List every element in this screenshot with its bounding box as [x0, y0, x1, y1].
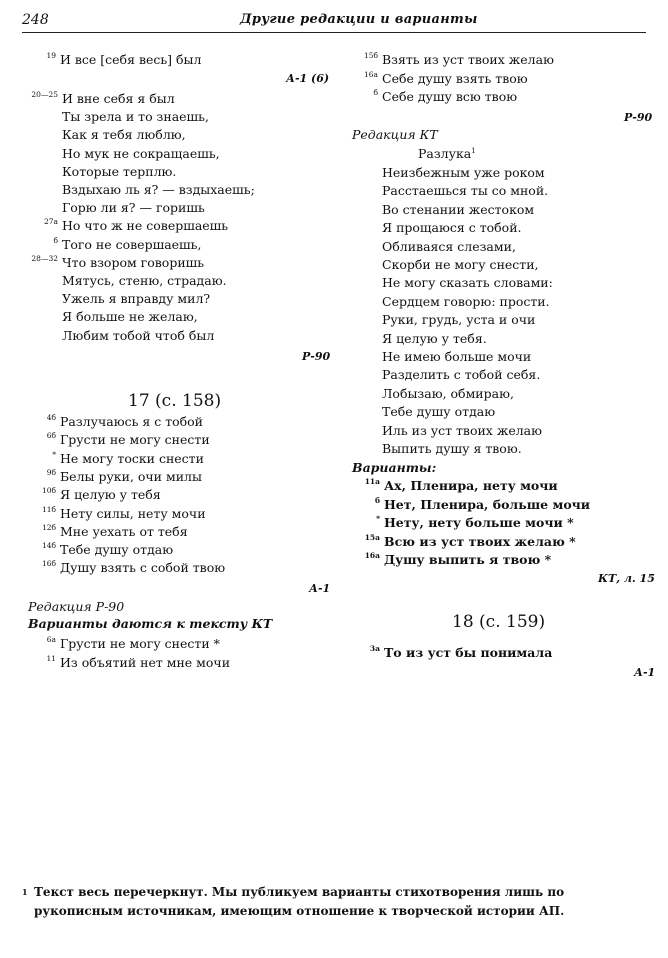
line-number: 9б	[46, 467, 56, 477]
source-siglum: А-1	[309, 582, 331, 595]
verse-line: Расстаешься ты со мной.	[382, 183, 549, 199]
line-text: Себе душу всю твою	[382, 89, 518, 105]
line-text: Горю ли я? — горишь	[62, 200, 205, 216]
line-number: 15б	[363, 51, 378, 60]
verse-line	[46, 653, 231, 671]
line-number: 15а	[364, 532, 380, 542]
verse-line	[62, 273, 227, 289]
line-number: 16а	[364, 551, 380, 561]
verse-line	[363, 51, 554, 68]
verse-line	[41, 541, 174, 558]
verse-line: Не имею больше мочи	[382, 349, 532, 364]
footnote	[22, 883, 646, 921]
line-text: И вне себя я был	[62, 91, 175, 106]
verse-line	[52, 449, 204, 467]
verse-line: Я прощаюся с тобой.	[382, 220, 522, 236]
verse-line: Тебе душу отдаю	[382, 404, 496, 420]
line-text: Грусти не могу снести *	[60, 636, 220, 651]
line-text: Я больше не желаю,	[62, 309, 198, 325]
line-number: б	[53, 235, 58, 245]
section-title-17: 17 (с. 158)	[128, 391, 222, 411]
line-text: Взять из уст твоих желаю	[382, 52, 554, 67]
line-number: 6б	[46, 431, 56, 441]
verse-line: Сердцем говорю: прости.	[382, 293, 550, 309]
line-text: Ужель я вправду мил?	[62, 291, 211, 307]
verse-line: Иль из уст твоих желаю	[382, 422, 542, 438]
line-number: б	[373, 88, 378, 98]
line-number: 6а	[46, 635, 56, 644]
line-number: 12б	[41, 522, 56, 532]
source-siglum: КТ, л. 15	[598, 572, 655, 585]
line-number: 3а	[369, 644, 380, 653]
variants-note: Варианты даются к тексту КТ	[28, 616, 273, 631]
verse-line	[31, 253, 205, 271]
line-text: Мятусь, стеню, страдаю.	[62, 273, 227, 288]
verse-line	[373, 88, 518, 105]
verse-line	[41, 522, 188, 540]
line-text: Всю из уст твоих желаю *	[384, 533, 576, 549]
line-number: *	[52, 449, 56, 459]
verse-line: Не могу сказать словами:	[382, 275, 553, 291]
line-number: 19	[46, 51, 56, 60]
verse-line: Обливаяся слезами,	[382, 238, 516, 254]
line-text: Ты зрела и то знаешь,	[62, 109, 209, 125]
verse-line	[374, 495, 591, 513]
line-text: Того не совершаешь,	[62, 236, 202, 252]
verse-line	[62, 328, 214, 344]
verse-line	[364, 477, 558, 494]
line-text: Но мук не сокращаешь,	[62, 145, 220, 161]
line-text: Из объятий нет мне мочи	[60, 654, 231, 670]
line-text: Тебе душу отдаю	[60, 542, 174, 558]
line-number: 16б	[41, 559, 56, 569]
verse-line: Руки, грудь, уста и очи	[382, 312, 536, 328]
verse-line	[46, 467, 202, 485]
verse-line	[41, 486, 161, 503]
verse-line	[43, 217, 229, 234]
verse-line: Разделить с тобой себя.	[382, 367, 541, 383]
line-text: Нету силы, нету мочи	[60, 505, 206, 521]
verse-line	[53, 235, 202, 253]
source-siglum: А-1 (6)	[286, 72, 330, 85]
line-text: Грусти не могу снести	[60, 432, 210, 448]
line-text: Как я тебя люблю,	[62, 127, 186, 143]
redaction-heading: Редакция Р-90	[28, 599, 125, 614]
line-number: 28—32	[31, 253, 58, 263]
verse-line: Выпить душу я твою.	[382, 441, 522, 456]
verse-line	[41, 504, 206, 522]
verse-line	[46, 51, 202, 68]
line-text: Разлучаюсь я с тобой	[60, 414, 204, 429]
verse-line	[41, 559, 226, 576]
line-text: Себе душу взять твою	[382, 70, 528, 86]
line-text: Душу взять с собой твою	[60, 560, 226, 576]
verse-line	[46, 635, 220, 652]
verse-line	[62, 291, 210, 307]
line-text: Нет, Пленира, больше мочи	[384, 496, 591, 512]
verse-line	[364, 551, 552, 568]
verse-line: Лобызаю, обмираю,	[382, 385, 514, 401]
verse-line	[46, 413, 204, 430]
verse-line	[62, 200, 205, 216]
poem-title	[418, 146, 476, 161]
variants-label: Варианты:	[352, 460, 437, 475]
line-text: Что взором говоришь	[62, 254, 205, 270]
verse-line	[62, 109, 209, 125]
verse-line	[369, 644, 553, 661]
verse-line	[46, 431, 210, 448]
source-siglum: А-1	[634, 666, 656, 679]
verse-line	[376, 514, 574, 531]
redaction-heading: Редакция КТ	[352, 127, 438, 142]
verse-line	[364, 532, 576, 550]
line-text: Мне уехать от тебя	[60, 523, 188, 539]
line-text: Ах, Пленира, нету мочи	[384, 478, 558, 493]
line-text: Белы руки, очи милы	[60, 468, 202, 484]
line-text: Не могу тоски снести	[60, 450, 204, 466]
verse-line: Я целую у тебя.	[382, 330, 487, 346]
line-number: 11	[46, 653, 56, 663]
verse-line	[363, 69, 528, 87]
line-number: 20—25	[31, 90, 58, 99]
page-header	[22, 10, 646, 33]
verse-line	[62, 182, 255, 198]
line-number: 16а	[363, 69, 378, 79]
verse-line: Во стенании жестоком	[382, 201, 535, 217]
line-number: 11б	[41, 504, 56, 514]
section-title-18: 18 (с. 159)	[452, 612, 546, 632]
verse-line	[31, 90, 175, 107]
footnote-ref: 1	[471, 146, 476, 155]
source-siglum: Р-90	[624, 111, 653, 124]
verse-line	[62, 164, 176, 180]
footnote-mark: 1	[22, 887, 28, 897]
verse-line	[62, 146, 220, 162]
line-number: б	[374, 495, 380, 505]
verse-line	[62, 127, 186, 143]
verse-line: Неизбежным уже роком	[382, 165, 545, 180]
line-text: Любим тобой чтоб был	[62, 327, 215, 343]
line-number: 4б	[46, 413, 56, 422]
line-number: 14б	[41, 541, 56, 551]
line-number: 10б	[41, 486, 56, 496]
source-siglum: Р-90	[302, 350, 331, 363]
line-text: Я целую у тебя	[60, 487, 161, 503]
line-number: 27а	[43, 217, 58, 227]
verse-line: Скорби не могу снести,	[382, 257, 539, 272]
line-text: Вздыхаю ль я? — вздыхаешь;	[62, 182, 255, 197]
verse-line	[62, 309, 198, 325]
line-text: И все [себя весь] был	[60, 52, 202, 67]
page-number: 248	[22, 12, 49, 28]
line-text: То из уст бы понимала	[384, 645, 553, 660]
footnote-text: Текст весь перечеркнут. Мы публикуем варианты стихотворения лишь по рукописным источникам, имеющим отношение к творческой истории АП.	[34, 885, 565, 918]
line-text: Но что ж не совершаешь	[62, 218, 229, 234]
line-text: Которые терплю.	[62, 163, 177, 179]
line-text: Нету, нету больше мочи *	[384, 515, 574, 531]
line-text: Душу выпить я твою *	[384, 552, 552, 568]
line-number: *	[376, 514, 380, 524]
poem-title-text: Разлука	[418, 146, 472, 161]
line-number: 11а	[364, 477, 380, 486]
running-title: Другие редакции и варианты	[240, 12, 478, 27]
